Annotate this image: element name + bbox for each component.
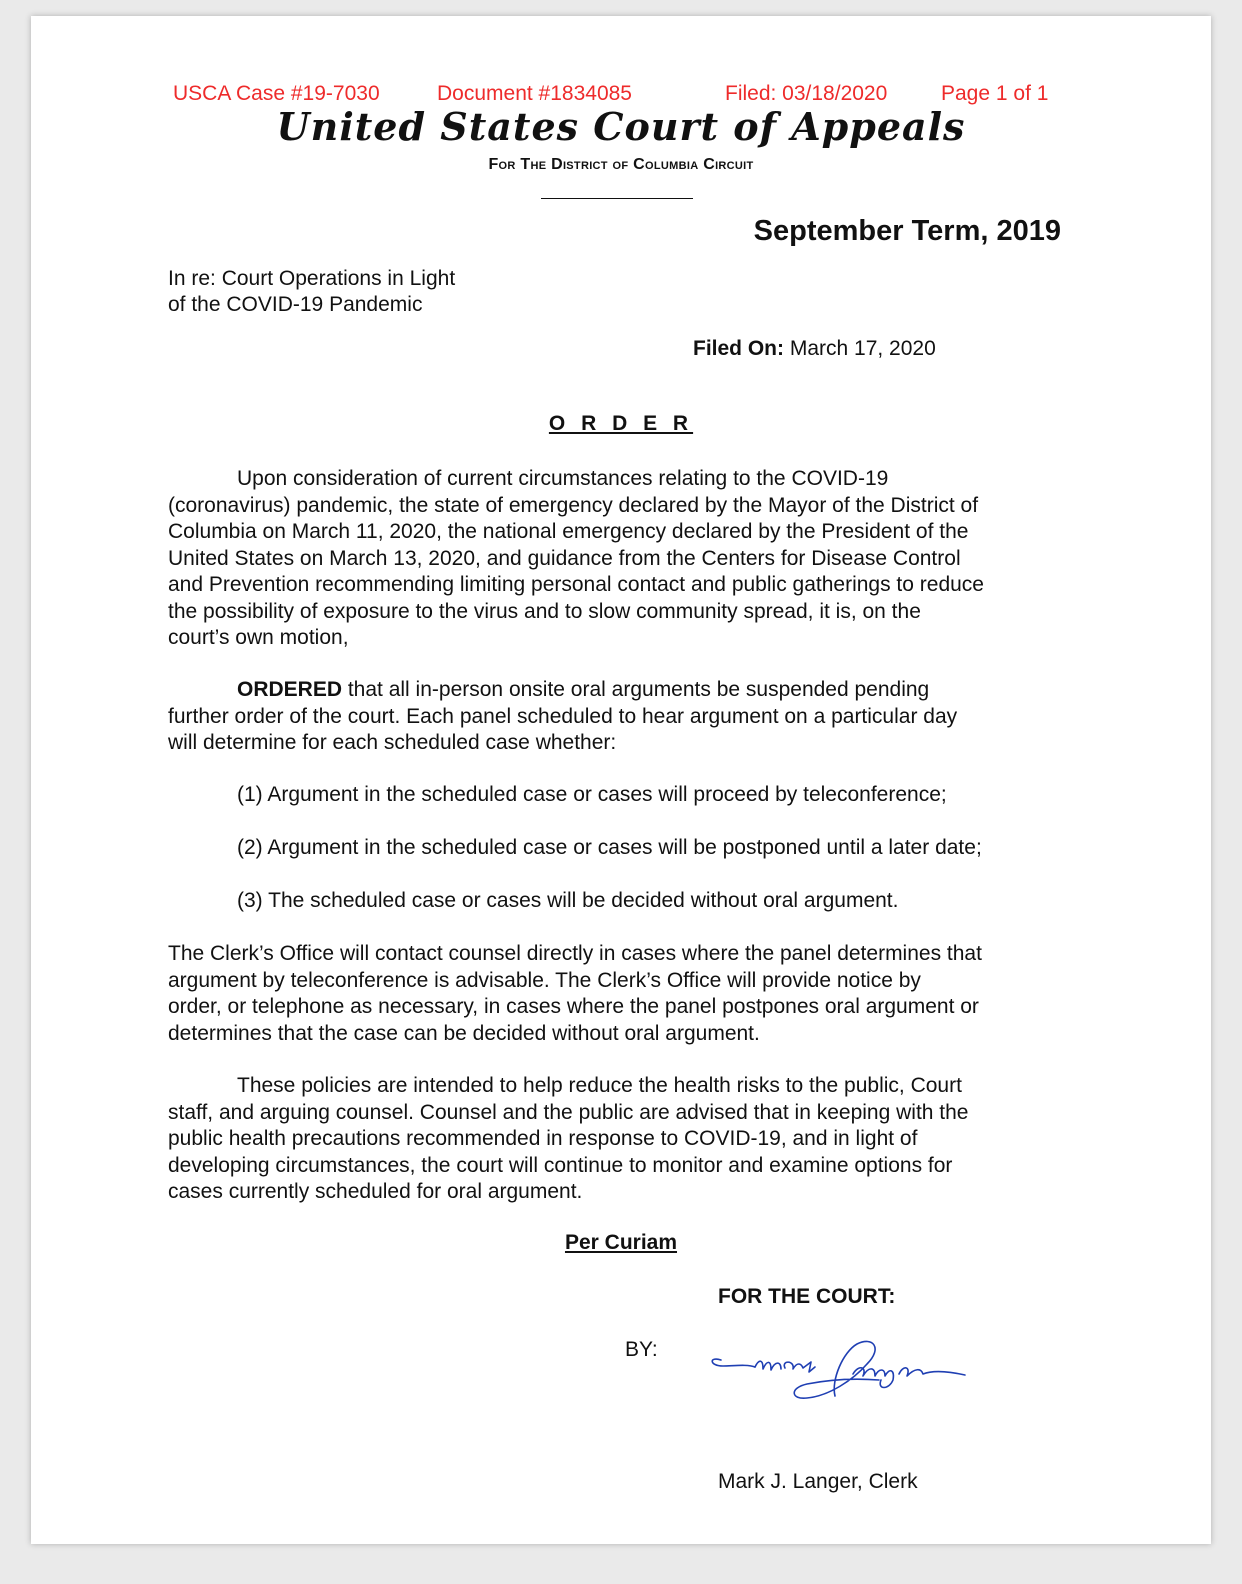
paragraph-policies (168, 1073, 1078, 1206)
document-number: Document #1834085 (437, 82, 632, 105)
paragraph-line: and Prevention recommending limiting personal contact and public gatherings to reduce (168, 573, 984, 596)
paragraph-line: United States on March 13, 2020, and guidance from the Centers for Disease Control (168, 546, 961, 570)
paragraph-line: developing circumstances, the court will continue to monitor and examine options for (168, 1153, 953, 1177)
court-subtitle: For The District of Columbia Circuit (488, 156, 754, 173)
paragraph-line: The Clerk’s Office will contact counsel directly in cases where the panel determines that (168, 942, 982, 965)
paragraph-line: Columbia on March 11, 2020, the national emergency declared by the President of the (168, 520, 969, 543)
divider (541, 198, 693, 199)
paragraph-line: staff, and arguing counsel. Counsel and the public are advised that in keeping with the (168, 1100, 969, 1124)
paragraph-line: argument by teleconference is advisable. The Clerk’s Office will provide notice by (168, 968, 921, 992)
paragraph-line: public health precautions recommended in response to COVID-19, and in light of (168, 1127, 918, 1150)
option-1: (1) Argument in the scheduled case or cases will proceed by teleconference; (237, 783, 947, 806)
option-2: (2) Argument in the scheduled case or cases will be postponed until a later date; (237, 836, 982, 859)
filed-date: Filed: 03/18/2020 (725, 82, 888, 105)
paragraph-line: will determine for each scheduled case whether: (168, 731, 617, 754)
paragraph-line: (coronavirus) pandemic, the state of emergency declared by the Mayor of the District of (168, 493, 979, 517)
filed-on (693, 336, 936, 363)
option-3: (3) The scheduled case or cases will be decided without oral argument. (237, 889, 899, 912)
case-caption-line-2: of the COVID-19 Pandemic (168, 293, 423, 316)
by-label: BY: (625, 1338, 658, 1361)
court-name: United States Court of Appeals (276, 104, 966, 149)
paragraph-ordered (168, 677, 1078, 757)
paragraph-line: court’s own motion, (168, 626, 349, 649)
per-curiam: Per Curiam (564, 1231, 678, 1254)
paragraph-line (168, 677, 1078, 704)
ordered-text: that all in-person onsite oral arguments be suspended pending (342, 678, 930, 701)
paragraph-line: the possibility of exposure to the virus and to slow community spread, it is, on the (168, 599, 921, 623)
paragraph-line: cases currently scheduled for oral argument. (168, 1180, 583, 1203)
term-label: September Term, 2019 (753, 215, 1061, 247)
filed-on-label: Filed On: (693, 337, 784, 360)
case-caption-line-1: In re: Court Operations in Light (168, 267, 456, 290)
page-number: Page 1 of 1 (941, 82, 1049, 105)
document-page (31, 16, 1211, 1544)
case-number: USCA Case #19-7030 (173, 82, 380, 105)
paragraph-line: order, or telephone as necessary, in cases where the panel postpones oral argument or (168, 995, 979, 1018)
filed-on-date: March 17, 2020 (789, 337, 936, 360)
paragraph-line: Upon consideration of current circumstances relating to the COVID-19 (237, 467, 889, 490)
clerk-signature (703, 1334, 973, 1424)
for-the-court: FOR THE COURT: (718, 1285, 896, 1308)
paragraph-consideration (168, 466, 1078, 652)
clerk-name: Mark J. Langer, Clerk (718, 1470, 918, 1493)
paragraph-line: further order of the court. Each panel scheduled to hear argument on a particular day (168, 704, 958, 728)
paragraph-line: These policies are intended to help reduce the health risks to the public, Court (237, 1074, 962, 1097)
paragraph-line: determines that the case can be decided without oral argument. (168, 1021, 760, 1045)
ordered-keyword: ORDERED (237, 678, 343, 701)
paragraph-clerk-office (168, 941, 1078, 1047)
order-title: O R D E R (548, 412, 694, 435)
